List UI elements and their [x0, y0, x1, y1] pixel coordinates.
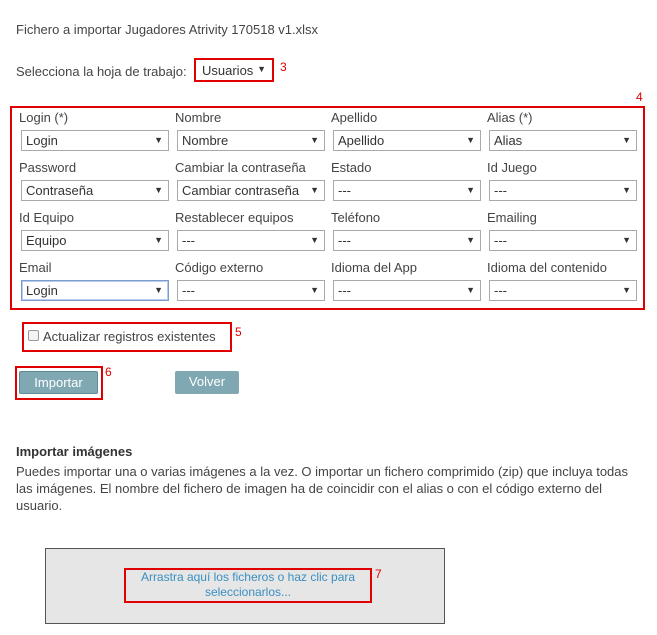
field-select-value: Nombre	[182, 133, 229, 148]
field-label-alias: Alias (*)	[487, 110, 533, 125]
field-select-value: Equipo	[26, 233, 67, 248]
callout-5: 5	[235, 325, 242, 339]
field-select-value: ---	[338, 233, 351, 248]
field-select-telefono[interactable]	[333, 230, 481, 251]
back-button[interactable]: Volver	[175, 371, 239, 394]
import-button[interactable]: Importar	[19, 371, 98, 394]
field-select-value: Cambiar contraseña	[182, 183, 300, 198]
chevron-down-icon: ▼	[154, 185, 163, 195]
chevron-down-icon: ▼	[154, 235, 163, 245]
field-select-value: ---	[182, 283, 195, 298]
field-label-idioma-del-app: Idioma del App	[331, 260, 418, 275]
field-select-emailing[interactable]	[489, 230, 637, 251]
import-images-title: Importar imágenes	[16, 444, 133, 459]
chevron-down-icon: ▼	[310, 185, 319, 195]
field-select-alias[interactable]	[489, 130, 637, 151]
field-select-restablecer-equipos[interactable]	[177, 230, 325, 251]
sheet-select[interactable]	[194, 58, 274, 82]
field-label-nombre: Nombre	[175, 110, 222, 125]
field-select-id-juego[interactable]	[489, 180, 637, 201]
field-select-cambiar-la-contrasena[interactable]	[177, 180, 325, 201]
field-label-estado: Estado	[331, 160, 372, 175]
field-select-value: Contraseña	[26, 183, 94, 198]
field-select-value: ---	[494, 233, 507, 248]
chevron-down-icon: ▼	[310, 285, 319, 295]
chevron-down-icon: ▼	[622, 285, 631, 295]
field-label-login: Login (*)	[19, 110, 69, 125]
update-existing-label: Actualizar registros existentes	[43, 329, 216, 344]
chevron-down-icon: ▼	[257, 64, 266, 74]
field-label-email: Email	[19, 260, 52, 275]
field-select-password[interactable]	[21, 180, 169, 201]
dropzone-text-line1: Arrastra aquí los ficheros o haz clic para	[140, 570, 356, 584]
chevron-down-icon: ▼	[622, 235, 631, 245]
field-select-login[interactable]	[21, 130, 169, 151]
sheet-select-value: Usuarios	[202, 62, 254, 78]
dropzone-text[interactable]	[124, 570, 372, 600]
field-select-value: ---	[338, 283, 351, 298]
field-select-value: ---	[494, 183, 507, 198]
field-label-telefono: Teléfono	[331, 210, 381, 225]
field-select-codigo-externo[interactable]	[177, 280, 325, 301]
field-select-apellido[interactable]	[333, 130, 481, 151]
field-label-apellido: Apellido	[331, 110, 378, 125]
chevron-down-icon: ▼	[310, 135, 319, 145]
chevron-down-icon: ▼	[622, 185, 631, 195]
chevron-down-icon: ▼	[154, 135, 163, 145]
field-select-id-equipo[interactable]	[21, 230, 169, 251]
chevron-down-icon: ▼	[310, 235, 319, 245]
field-select-value: ---	[338, 183, 351, 198]
chevron-down-icon: ▼	[466, 185, 475, 195]
field-select-estado[interactable]	[333, 180, 481, 201]
field-select-nombre[interactable]	[177, 130, 325, 151]
chevron-down-icon: ▼	[154, 285, 163, 295]
field-label-idioma-del-contenido: Idioma del contenido	[487, 260, 607, 275]
field-select-value: ---	[494, 283, 507, 298]
chevron-down-icon: ▼	[466, 285, 475, 295]
field-select-value: Login	[26, 283, 58, 298]
field-select-value: ---	[182, 233, 195, 248]
file-name-text: Fichero a importar Jugadores Atrivity 170518 v1.xlsx	[16, 22, 319, 37]
field-label-emailing: Emailing	[487, 210, 537, 225]
callout-7: 7	[375, 567, 382, 581]
field-select-email[interactable]	[21, 280, 169, 301]
update-existing-checkbox[interactable]	[28, 330, 39, 341]
callout-4: 4	[636, 90, 643, 104]
field-select-value: Apellido	[338, 133, 385, 148]
field-label-password: Password	[19, 160, 77, 175]
field-select-idioma-del-contenido[interactable]	[489, 280, 637, 301]
import-images-description: Puedes importar una o varias imágenes a la vez. O importar un fichero comprimido (zip) que incluya todas las imágenes. El nombre del fichero de imagen ha de coincidir con el alias o con el código externo del usuario.	[16, 464, 629, 513]
field-select-value: Login	[26, 133, 58, 148]
chevron-down-icon: ▼	[466, 135, 475, 145]
field-label-id-equipo: Id Equipo	[19, 210, 74, 225]
field-select-idioma-del-app[interactable]	[333, 280, 481, 301]
chevron-down-icon: ▼	[466, 235, 475, 245]
callout-3: 3	[280, 60, 287, 74]
field-label-id-juego: Id Juego	[487, 160, 537, 175]
dropzone-text-line2: seleccionarlos...	[204, 585, 292, 599]
callout-6: 6	[105, 365, 112, 379]
field-select-value: Alias	[494, 133, 523, 148]
field-label-restablecer-equipos: Restablecer equipos	[175, 210, 294, 225]
chevron-down-icon: ▼	[622, 135, 631, 145]
sheet-label: Selecciona la hoja de trabajo:	[16, 64, 187, 79]
field-label-cambiar-la-contrasena: Cambiar la contraseña	[175, 160, 306, 175]
field-label-codigo-externo: Código externo	[175, 260, 264, 275]
